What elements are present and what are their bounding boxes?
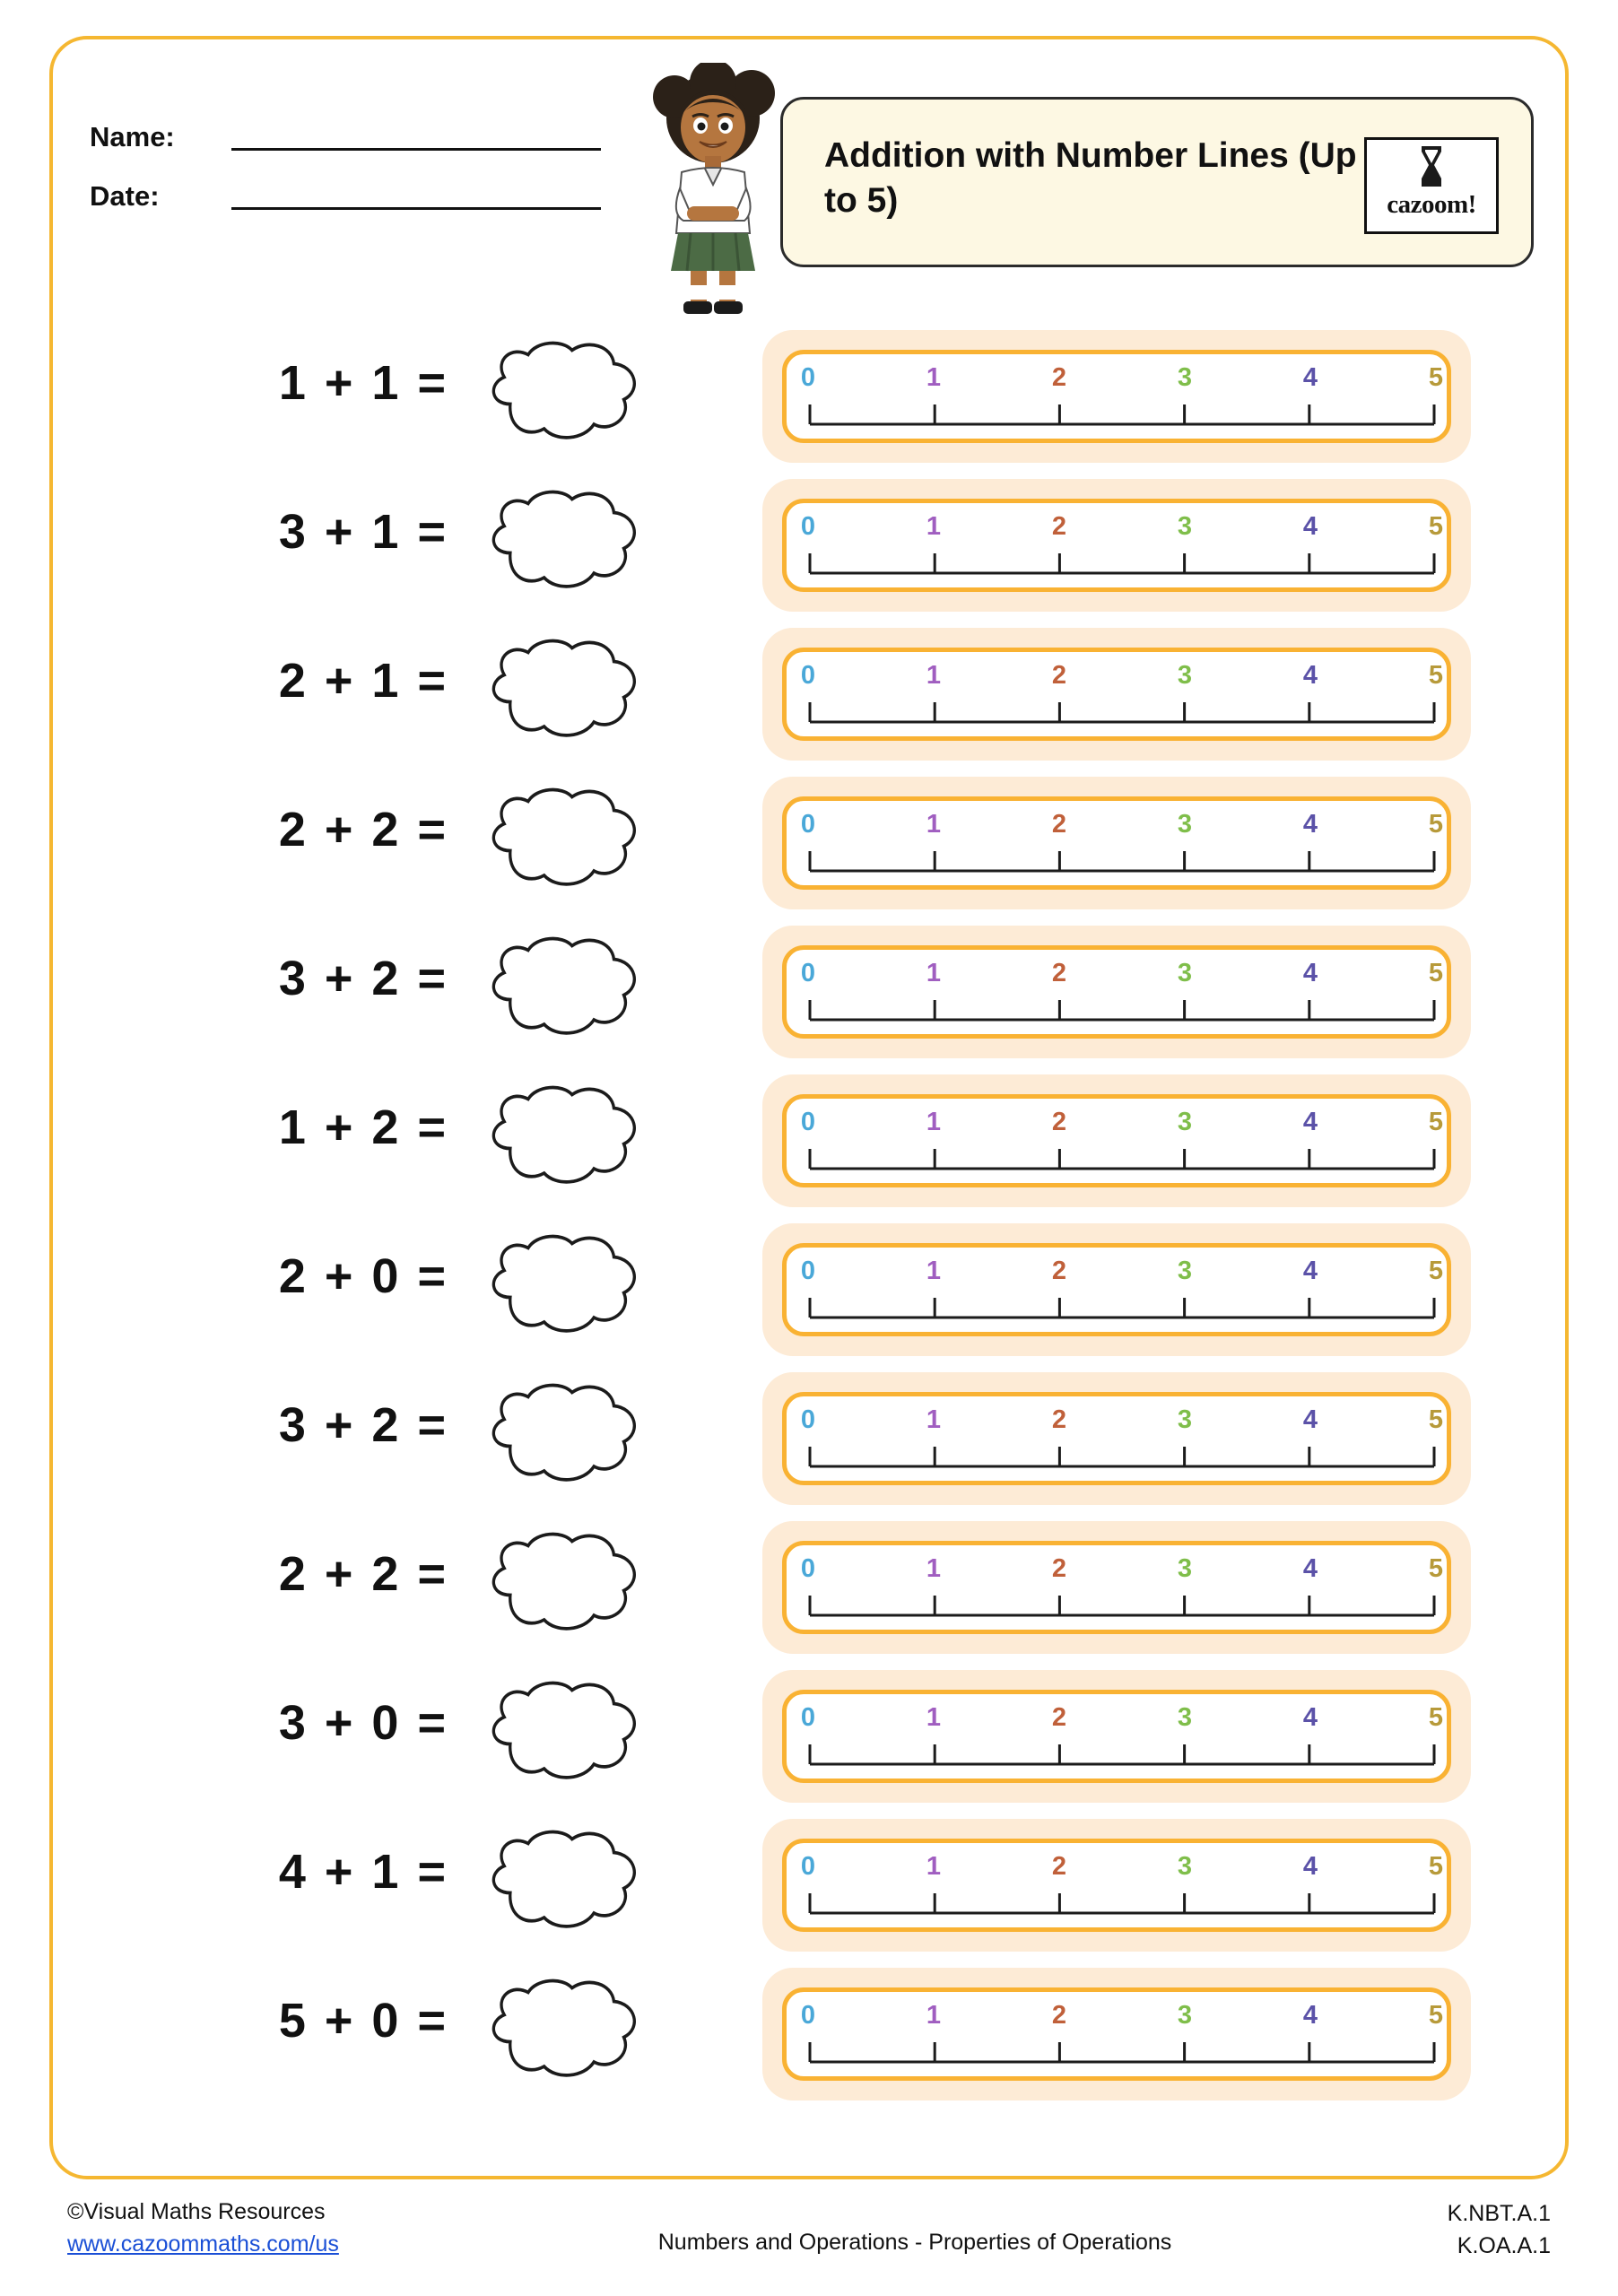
problem-expression: 1 + 1 = [278,356,448,410]
number-line-card[interactable] [762,628,1471,761]
number-line-card[interactable] [762,1223,1471,1356]
number-line-axis [808,1741,1436,1777]
number-line-tick-label: 2 [1051,810,1067,839]
date-input-line[interactable] [231,177,601,210]
number-line-tick-label: 4 [1302,2001,1318,2030]
problem-expression: 3 + 0 = [278,1696,448,1750]
answer-cloud[interactable] [484,1828,664,1944]
number-line-inner [782,1243,1451,1336]
problem-row [81,472,1534,621]
problem-expression: 2 + 2 = [278,1547,448,1601]
number-line-tick-label: 2 [1051,959,1067,987]
number-line-tick-label: 4 [1302,512,1318,541]
number-line-tick-label: 2 [1051,1703,1067,1732]
worksheet-footer [0,2196,1618,2294]
problem-row [81,1812,1534,1961]
number-line-tick-label: 0 [800,363,816,392]
name-label: Name: [90,121,175,152]
number-line-tick-label: 3 [1177,810,1193,839]
cazoom-logo [1364,137,1499,234]
number-line-tick-label: 1 [926,512,942,541]
number-line-tick-label: 2 [1051,363,1067,392]
number-line-tick-label: 3 [1177,1703,1193,1732]
number-line-axis [808,1890,1436,1926]
number-line-tick-label: 4 [1302,810,1318,839]
copyright-text: ©Visual Maths Resources [67,2199,326,2224]
number-line-inner [782,1839,1451,1932]
answer-cloud[interactable] [484,488,664,604]
problem-expression: 2 + 1 = [278,654,448,708]
number-line-tick-label: 5 [1428,661,1444,690]
number-line-tick-label: 5 [1428,512,1444,541]
answer-cloud[interactable] [484,1083,664,1200]
name-input-line[interactable] [231,117,601,151]
number-line-tick-label: 2 [1051,1852,1067,1881]
number-line-inner [782,499,1451,592]
number-line-tick-label: 2 [1051,1257,1067,1285]
number-line-tick-label: 4 [1302,1554,1318,1583]
number-line-tick-label: 0 [800,2001,816,2030]
number-line-tick-label: 3 [1177,1554,1193,1583]
problem-expression: 4 + 1 = [278,1845,448,1899]
number-line-labels [800,2001,1444,2037]
number-line-labels [800,1405,1444,1441]
number-line-tick-label: 1 [926,1108,942,1136]
number-line-tick-label: 2 [1051,2001,1067,2030]
date-field-row [90,167,628,210]
number-line-tick-label: 3 [1177,1257,1193,1285]
problem-expression: 3 + 1 = [278,505,448,559]
number-line-card[interactable] [762,1521,1471,1654]
problem-expression: 2 + 0 = [278,1249,448,1303]
number-line-inner [782,796,1451,890]
number-line-tick-label: 2 [1051,1108,1067,1136]
number-line-labels [800,512,1444,548]
date-label: Date: [90,180,160,212]
problem-row [81,1961,1534,2109]
number-line-axis [808,1294,1436,1330]
name-date-block [90,108,628,226]
number-line-card[interactable] [762,777,1471,909]
number-line-tick-label: 3 [1177,2001,1193,2030]
number-line-card[interactable] [762,1968,1471,2100]
number-line-tick-label: 3 [1177,1108,1193,1136]
number-line-tick-label: 4 [1302,661,1318,690]
number-line-tick-label: 4 [1302,1703,1318,1732]
number-line-tick-label: 3 [1177,363,1193,392]
number-line-axis [808,996,1436,1032]
number-line-tick-label: 1 [926,661,942,690]
problem-row [81,1365,1534,1514]
number-line-inner [782,350,1451,443]
problem-expression: 1 + 2 = [278,1100,448,1154]
number-line-tick-label: 0 [800,1257,816,1285]
number-line-axis [808,699,1436,735]
number-line-inner [782,1392,1451,1485]
number-line-tick-label: 1 [926,363,942,392]
number-line-tick-label: 5 [1428,1405,1444,1434]
number-line-axis [808,2039,1436,2074]
number-line-tick-label: 3 [1177,959,1193,987]
number-line-tick-label: 3 [1177,512,1193,541]
answer-cloud[interactable] [484,1977,664,2093]
number-line-tick-label: 4 [1302,1405,1318,1434]
answer-cloud[interactable] [484,637,664,753]
problem-list [81,323,1534,2109]
number-line-tick-label: 0 [800,1703,816,1732]
number-line-tick-label: 2 [1051,661,1067,690]
number-line-tick-label: 1 [926,959,942,987]
number-line-card[interactable] [762,1670,1471,1803]
number-line-axis [808,848,1436,883]
footer-topic: Numbers and Operations - Properties of Operations [657,2230,1172,2255]
number-line-labels [800,1257,1444,1292]
number-line-tick-label: 2 [1051,1554,1067,1583]
number-line-tick-label: 1 [926,1405,942,1434]
worksheet-header [81,81,1534,278]
problem-row [81,621,1534,770]
number-line-tick-label: 5 [1428,1852,1444,1881]
number-line-axis [808,401,1436,437]
number-line-tick-label: 5 [1428,810,1444,839]
number-line-tick-label: 2 [1051,1405,1067,1434]
problem-row [81,1216,1534,1365]
number-line-labels [800,959,1444,995]
number-line-tick-label: 4 [1302,1257,1318,1285]
answer-cloud[interactable] [484,339,664,456]
title-box [780,97,1534,267]
problem-expression: 5 + 0 = [278,1994,448,2048]
number-line-inner [782,945,1451,1039]
page-title: Addition with Number Lines (Up to 5) [824,136,1357,220]
number-line-tick-label: 0 [800,1405,816,1434]
number-line-tick-label: 1 [926,1257,942,1285]
number-line-tick-label: 4 [1302,363,1318,392]
number-line-inner [782,1690,1451,1783]
number-line-card[interactable] [762,1074,1471,1207]
number-line-labels [800,1852,1444,1888]
answer-cloud[interactable] [484,935,664,1051]
number-line-tick-label: 5 [1428,1554,1444,1583]
number-line-tick-label: 0 [800,810,816,839]
problem-expression: 3 + 2 = [278,1398,448,1452]
number-line-tick-label: 1 [926,810,942,839]
number-line-tick-label: 0 [800,1108,816,1136]
number-line-tick-label: 0 [800,1554,816,1583]
number-line-tick-label: 5 [1428,363,1444,392]
number-line-inner [782,1541,1451,1634]
number-line-tick-label: 3 [1177,1405,1193,1434]
number-line-axis [808,1145,1436,1181]
number-line-tick-label: 5 [1428,1257,1444,1285]
footer-standards [1448,2197,1551,2263]
number-line-tick-label: 0 [800,1852,816,1881]
number-line-tick-label: 3 [1177,1852,1193,1881]
standard-code-1: K.NBT.A.1 [1447,2201,1551,2226]
problem-row [81,323,1534,472]
problem-row [81,1514,1534,1663]
problem-row [81,770,1534,918]
number-line-tick-label: 5 [1428,2001,1444,2030]
number-line-tick-label: 4 [1302,959,1318,987]
number-line-inner [782,1987,1451,2081]
number-line-tick-label: 0 [800,959,816,987]
number-line-card[interactable] [762,926,1471,1058]
problem-expression: 2 + 2 = [278,803,448,857]
number-line-tick-label: 5 [1428,1703,1444,1732]
problem-row [81,1663,1534,1812]
number-line-tick-label: 0 [800,661,816,690]
footer-credits [67,2196,339,2261]
number-line-tick-label: 1 [926,1852,942,1881]
number-line-tick-label: 4 [1302,1108,1318,1136]
number-line-tick-label: 2 [1051,512,1067,541]
problem-row [81,918,1534,1067]
answer-cloud[interactable] [484,1232,664,1349]
answer-cloud[interactable] [484,1381,664,1498]
name-field-row [90,108,628,151]
number-line-tick-label: 1 [926,1703,942,1732]
number-line-card[interactable] [762,330,1471,463]
number-line-labels [800,363,1444,399]
student-character-illustration [628,63,798,323]
number-line-tick-label: 5 [1428,1108,1444,1136]
answer-cloud[interactable] [484,786,664,902]
number-line-axis [808,550,1436,586]
number-line-tick-label: 1 [926,1554,942,1583]
number-line-axis [808,1592,1436,1628]
answer-cloud[interactable] [484,1530,664,1647]
number-line-axis [808,1443,1436,1479]
number-line-tick-label: 4 [1302,1852,1318,1881]
problem-row [81,1067,1534,1216]
number-line-labels [800,1108,1444,1144]
number-line-tick-label: 1 [926,2001,942,2030]
number-line-tick-label: 5 [1428,959,1444,987]
number-line-labels [800,810,1444,846]
hourglass-icon [1416,144,1447,190]
answer-cloud[interactable] [484,1679,664,1796]
number-line-inner [782,1094,1451,1187]
logo-wordmark: cazoom! [1387,190,1476,219]
standard-code-2: K.OA.A.1 [1457,2233,1551,2259]
number-line-labels [800,1703,1444,1739]
number-line-card[interactable] [762,479,1471,612]
number-line-labels [800,661,1444,697]
problem-expression: 3 + 2 = [278,952,448,1005]
website-link[interactable]: www.cazoommaths.com/us [67,2231,339,2257]
number-line-labels [800,1554,1444,1590]
number-line-card[interactable] [762,1819,1471,1952]
number-line-card[interactable] [762,1372,1471,1505]
number-line-tick-label: 3 [1177,661,1193,690]
number-line-tick-label: 0 [800,512,816,541]
number-line-inner [782,648,1451,741]
